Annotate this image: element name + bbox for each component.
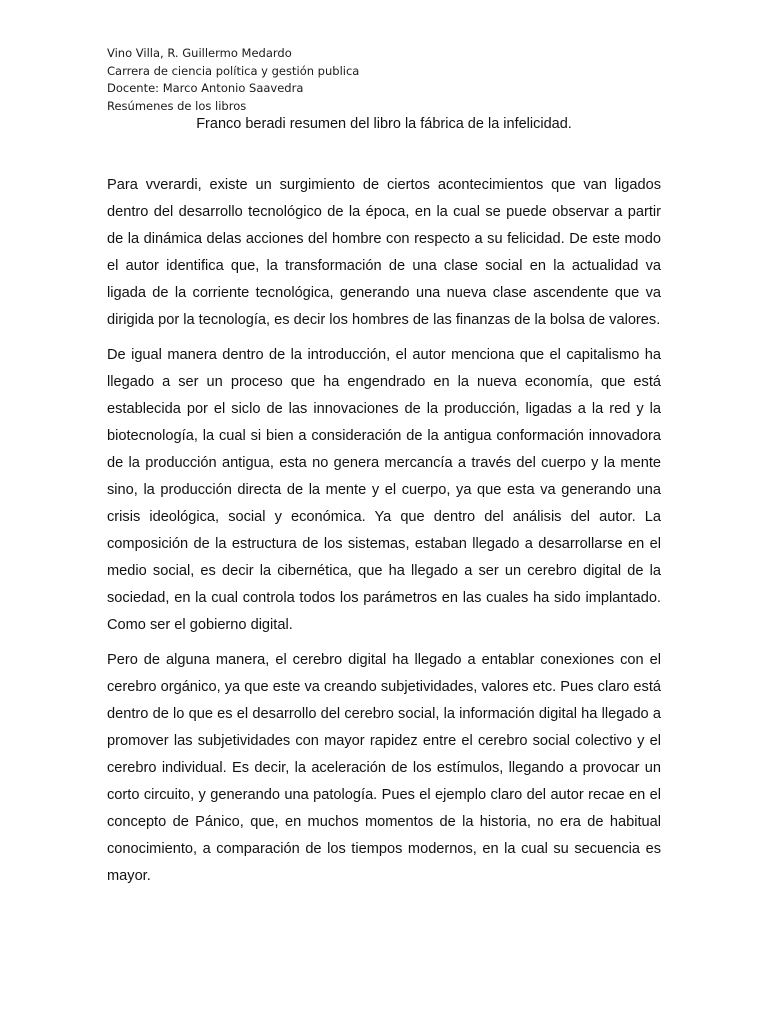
document-title: Franco beradi resumen del libro la fábrica de la infelicidad. — [196, 116, 572, 132]
career-line: Carrera de ciencia política y gestión publica — [107, 63, 360, 78]
subject-line: Resúmenes de los libros — [107, 98, 247, 113]
document-header — [107, 45, 359, 115]
paragraph-1: Para vverardi, existe un surgimiento de ciertos acontecimientos que van ligados dentro del desarrollo tecnológico de la época, en la cual se puede observar a partir de la dinámica delas acciones del hombre con respecto a su felicidad. De este modo el autor identifica que, la transformación de una clase social en la actualidad va ligada de la corriente tecnológica, generando una nueva clase ascendente que va dirigida por la tecnología, es decir los hombres de las finanzas de la bolsa de valores. — [107, 177, 661, 328]
author-line: Vino Villa, R. Guillermo Medardo — [107, 46, 292, 60]
teacher-line: Docente: Marco Antonio Saavedra — [107, 81, 304, 96]
paragraph-3: Pero de alguna manera, el cerebro digital ha llegado a entablar conexiones con el cerebro orgánico, ya que este va creando subjetividades, valores etc. Pues claro está dentro de lo que es el desarrollo del cerebro social, la información digital ha llegado a promover las subjetividades con mayor rapidez entre el cerebro social colectivo y el cerebro individual. Es decir, la aceleración de los estímulos, llegando a provocar un corto circuito, y generando una patología. Pues el ejemplo claro del autor recae en el concepto de Pánico, que, en muchos momentos de la historia, no era de habitual conocimiento, a comparación de los tiempos modernos, en la cual su secuencia es mayor. — [107, 652, 661, 884]
document-body — [107, 172, 661, 899]
paragraph-2: De igual manera dentro de la introducción, el autor menciona que el capitalismo ha llegado a ser un proceso que ha engendrado en la nueva economía, que está establecida por el siclo de las innovaciones de la producción, ligadas a la red y la biotecnología, la cual si bien a consideración de la antigua conformación innovadora de la producción antigua, esta no genera mercancía a través del cuerpo y la mente sino, la producción directa de la mente y el cuerpo, ya que esta va generando una crisis ideológica, social y económica. Ya que dentro del análisis del autor. La composición de la estructura de los sistemas, estaban llegado a desarrollarse en el medio social, es decir la cibernética, que ha llegado a ser un cerebro digital de la sociedad, en la cual controla todos los parámetros en las cuales ha sido implantado. Como ser el gobierno digital. — [107, 347, 661, 633]
